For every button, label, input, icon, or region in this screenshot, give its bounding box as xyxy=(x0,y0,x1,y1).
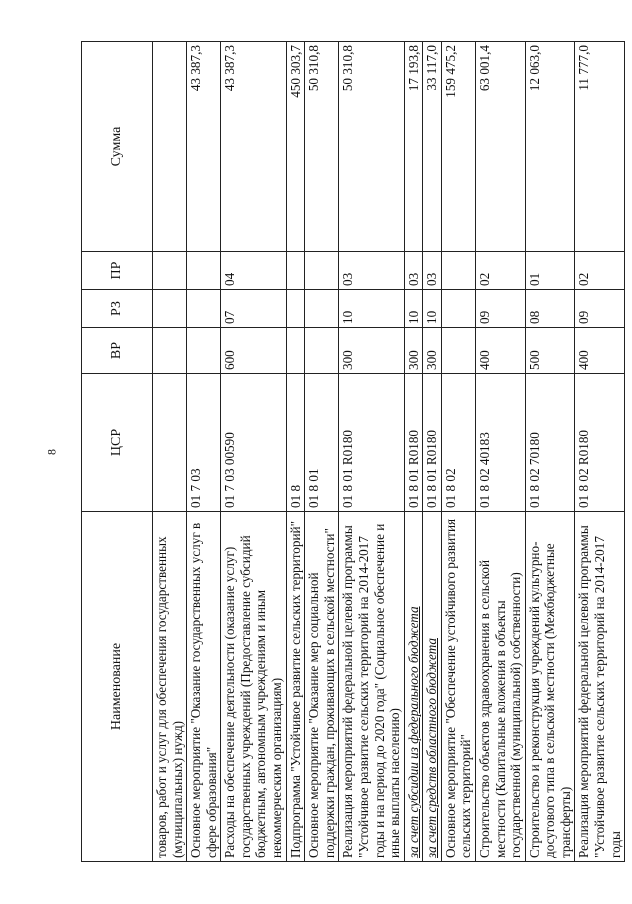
row-rz xyxy=(153,290,187,328)
row-csr: 01 8 02 40183 xyxy=(475,374,525,512)
row-csr: 01 8 02 70180 xyxy=(525,374,575,512)
row-name: товаров, работ и услуг для обеспечения государственных (муниципальных) нужд) xyxy=(153,512,187,862)
budget-table xyxy=(81,41,625,862)
row-name: Строительство и реконструкция учреждений культурно-досугового типа в сельской местности (Межбюджетные трансферты) xyxy=(525,512,575,862)
row-name: Расходы на обеспечение деятельности (оказание услуг) государственных учреждений (Предоставление субсидий бюджетным, автономным учреждениям и иным некоммерческим организациям) xyxy=(221,512,286,862)
row-sum: 17 193,8 xyxy=(404,42,423,252)
row-csr: 01 8 01 xyxy=(305,374,339,512)
row-vr xyxy=(286,328,305,374)
header-csr: ЦСР xyxy=(82,374,153,512)
row-vr xyxy=(305,328,339,374)
row-vr: 400 xyxy=(475,328,525,374)
row-vr: 500 xyxy=(525,328,575,374)
table-row xyxy=(286,42,305,862)
row-csr: 01 8 01 R0180 xyxy=(404,374,423,512)
row-vr: 600 xyxy=(221,328,286,374)
row-csr xyxy=(153,374,187,512)
row-sum: 450 303,7 xyxy=(286,42,305,252)
header-sum: Сумма xyxy=(82,42,153,252)
row-name: Основное мероприятие "Обеспечение устойчивого развития сельских территорий" xyxy=(441,512,475,862)
header-row xyxy=(82,42,153,862)
row-vr xyxy=(441,328,475,374)
row-rz: 07 xyxy=(221,290,286,328)
table-row xyxy=(575,42,625,862)
row-name: Строительство объектов здравоохранения в сельской местности (Капитальные вложения в объекты государственной (муниципальной) собственности) xyxy=(475,512,525,862)
row-csr: 01 8 01 R0180 xyxy=(339,374,404,512)
row-sum: 33 117,0 xyxy=(423,42,442,252)
table-row xyxy=(153,42,187,862)
row-pr: 03 xyxy=(423,252,442,290)
row-name: Реализация мероприятий федеральной целевой программы "Устойчивое развитие сельских территорий на 2014-2017 годы и на период до 2020 года" (Социальное обеспечение и иные выплаты населению) xyxy=(339,512,404,862)
table-row xyxy=(525,42,575,862)
row-pr: 02 xyxy=(475,252,525,290)
table-row xyxy=(404,42,423,862)
row-sum: 50 310,8 xyxy=(339,42,404,252)
table-row xyxy=(339,42,404,862)
row-sum: 11 777,0 xyxy=(575,42,625,252)
row-rz: 09 xyxy=(575,290,625,328)
row-name: за счет субсидии из федерального бюджета xyxy=(404,512,423,862)
row-rz: 10 xyxy=(404,290,423,328)
header-rz: РЗ xyxy=(82,290,153,328)
row-sum xyxy=(153,42,187,252)
row-name: Основное мероприятие "Оказание государственных услуг в сфере образования" xyxy=(187,512,221,862)
row-name: за счет средств областного бюджета xyxy=(423,512,442,862)
table-row xyxy=(187,42,221,862)
row-pr xyxy=(286,252,305,290)
row-csr: 01 7 03 00590 xyxy=(221,374,286,512)
header-vr: ВР xyxy=(82,328,153,374)
row-sum: 50 310,8 xyxy=(305,42,339,252)
row-rz xyxy=(187,290,221,328)
row-pr: 03 xyxy=(404,252,423,290)
row-name: Подпрограмма "Устойчивое развитие сельских территорий" xyxy=(286,512,305,862)
table-body xyxy=(153,42,625,862)
rotated-page xyxy=(81,42,623,862)
row-csr: 01 8 02 R0180 xyxy=(575,374,625,512)
row-pr: 04 xyxy=(221,252,286,290)
table-row xyxy=(305,42,339,862)
table-row xyxy=(441,42,475,862)
row-rz xyxy=(286,290,305,328)
row-csr: 01 8 xyxy=(286,374,305,512)
row-rz: 09 xyxy=(475,290,525,328)
table-row xyxy=(423,42,442,862)
row-name: Реализация мероприятий федеральной целевой программы "Устойчивое развитие сельских территорий на 2014-2017 годы xyxy=(575,512,625,862)
row-rz: 10 xyxy=(423,290,442,328)
row-csr: 01 8 01 R0180 xyxy=(423,374,442,512)
row-sum: 43 387,3 xyxy=(187,42,221,252)
header-pr: ПР xyxy=(82,252,153,290)
row-rz: 08 xyxy=(525,290,575,328)
row-rz xyxy=(305,290,339,328)
table-row xyxy=(221,42,286,862)
row-vr: 300 xyxy=(339,328,404,374)
row-sum: 159 475,2 xyxy=(441,42,475,252)
table-row xyxy=(475,42,525,862)
row-pr: 03 xyxy=(339,252,404,290)
row-sum: 43 387,3 xyxy=(221,42,286,252)
row-pr xyxy=(441,252,475,290)
row-csr: 01 8 02 xyxy=(441,374,475,512)
row-vr xyxy=(187,328,221,374)
row-vr: 300 xyxy=(404,328,423,374)
row-pr xyxy=(305,252,339,290)
row-csr: 01 7 03 xyxy=(187,374,221,512)
row-pr xyxy=(187,252,221,290)
row-sum: 12 063,0 xyxy=(525,42,575,252)
row-rz xyxy=(441,290,475,328)
row-name: Основное мероприятие "Оказание мер социальной поддержки граждан, проживающих в сельской местности" xyxy=(305,512,339,862)
row-pr xyxy=(153,252,187,290)
row-pr: 01 xyxy=(525,252,575,290)
row-vr: 400 xyxy=(575,328,625,374)
row-rz: 10 xyxy=(339,290,404,328)
page-number: 8 xyxy=(44,449,59,455)
header-name: Наименование xyxy=(82,512,153,862)
row-vr xyxy=(153,328,187,374)
row-vr: 300 xyxy=(423,328,442,374)
row-pr: 02 xyxy=(575,252,625,290)
row-sum: 63 001,4 xyxy=(475,42,525,252)
